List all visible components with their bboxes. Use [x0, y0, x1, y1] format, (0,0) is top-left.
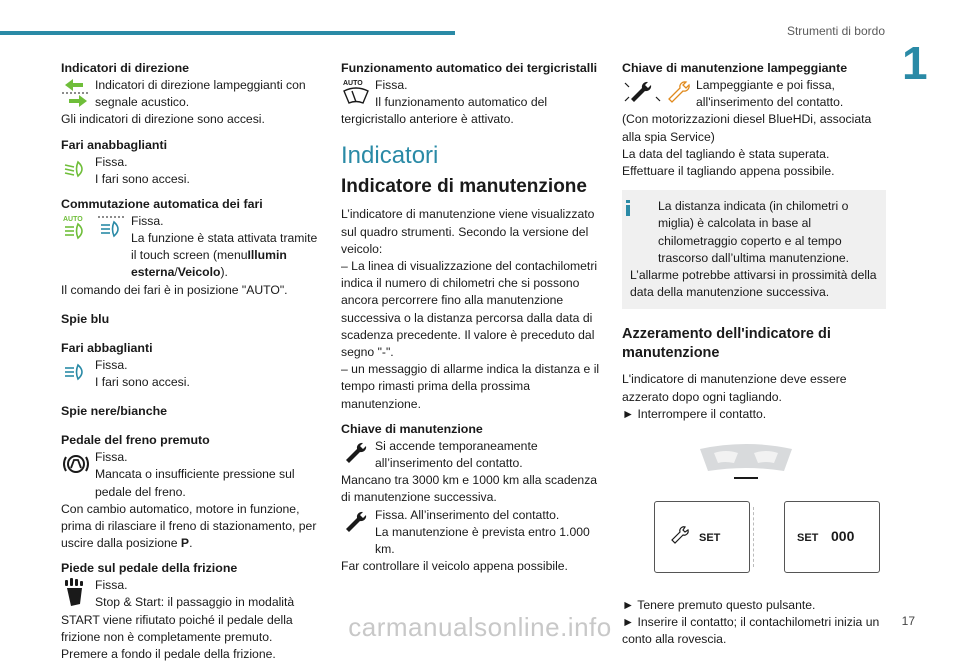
- wiper-entry: [341, 77, 603, 109]
- service-key-heading: Chiave di manutenzione: [341, 421, 483, 436]
- reset-step-2: ► Tenere premuto questo pulsante.: [622, 598, 816, 613]
- auto-wiper-icon: [341, 77, 371, 107]
- wrench-icon: [341, 438, 371, 468]
- low-beam-state: Fissa.: [95, 154, 128, 169]
- brake-warning-icon: [61, 449, 91, 479]
- column-2: [341, 60, 603, 575]
- service-key-state: Fissa. All’inserimento del contatto.: [375, 507, 560, 522]
- chapter-number: 1: [902, 37, 928, 89]
- page-number: 17: [901, 614, 915, 628]
- high-beam-entry: [61, 357, 323, 391]
- clutch-pedal-icon: [61, 577, 91, 607]
- high-beam-icon: [61, 357, 91, 387]
- odometer-counter: 000: [831, 528, 855, 545]
- blinking-key-entry: [622, 77, 886, 111]
- brake-note: Con cambio automatico, motore in funzione, prima di rilasciare il freno di stazionamento, per uscire dalla posizione P.: [61, 501, 317, 551]
- reset-heading: Azzeramento dell'indicatore di manutenzione: [622, 326, 831, 362]
- set-button-right[interactable]: [784, 501, 880, 573]
- wiper-heading: Funzionamento automatico dei tergicristalli: [341, 61, 598, 75]
- turn-signal-heading: Indicatori di direzione: [61, 61, 190, 75]
- clutch-state: Fissa.: [95, 578, 128, 593]
- low-beam-desc: I fari sono accesi.: [95, 171, 190, 186]
- blinking-key-overdue: La data del tagliando è stata superata.: [622, 146, 830, 161]
- service-key-entry-1: [341, 438, 603, 472]
- brake-entry: [61, 449, 323, 501]
- service-key-desc-1: Si accende temporaneamente all’inserimento del contatto.: [375, 438, 538, 471]
- clutch-entry: [61, 577, 323, 609]
- turn-signal-desc: Indicatori di direzione lampeggianti con segnale acustico.: [95, 78, 306, 110]
- service-key-range: Mancano tra 3000 km e 1000 km alla scadenza di manutenzione successiva.: [341, 473, 598, 505]
- brake-heading: Pedale del freno premuto: [61, 433, 210, 448]
- reset-step-1: ► Interrompere il contatto.: [622, 406, 767, 421]
- service-key-desc-2: La manutenzione è prevista entro 1.000 km.: [375, 524, 590, 557]
- info-box: [622, 190, 886, 309]
- auto-beam-state: Fissa.: [131, 214, 164, 229]
- watermark: carmanualsonline.info: [348, 612, 612, 642]
- low-beam-heading: Fari anabbaglianti: [61, 137, 168, 152]
- maintenance-item-2: – un messaggio di allarme indica la distanza e il tempo rimasti prima della prossima manutenzione.: [341, 362, 600, 411]
- blinking-key-action: Effettuare il tagliando appena possibile.: [622, 164, 835, 179]
- set-label-left: SET: [699, 532, 721, 545]
- dashboard-icon: [692, 441, 800, 481]
- auto-beam-entry: [61, 213, 323, 245]
- wiper-state: Fissa.: [375, 78, 408, 92]
- black-white-lights-heading: Spie nere/bianche: [61, 404, 168, 419]
- info-distance: La distanza indicata (in chilometri o miglia) è calcolata in base al chilometraggio coperto e al tempo trascorso dall’ultima manutenzione.: [658, 199, 850, 265]
- maintenance-item-1: – La linea di visualizzazione del contachilometri indica il numero di chilometri che si possono ancora percorrere fino alla manutenzione successiva o la distanza percorsa dalla data di scadenza precedente. Il valore è preceduto dal segno "-".: [341, 259, 598, 360]
- wrench-icon: [669, 524, 691, 546]
- brake-desc: Mancata o insufficiente pressione sul pedale del freno.: [95, 467, 295, 499]
- column-3: [622, 60, 886, 649]
- auto-beam-desc: La funzione è stata attivata tramite il touch screen (menuIllumin esterna/Veicolo).: [131, 231, 318, 280]
- reset-desc: L'indicatore di manutenzione deve essere azzerato dopo ogni tagliando.: [622, 372, 847, 404]
- turn-signal-icon: [61, 77, 91, 107]
- clutch-heading: Piede sul pedale della frizione: [61, 561, 238, 576]
- clutch-note: Premere a fondo il pedale della frizione.: [61, 647, 276, 662]
- info-alarm: L’allarme potrebbe attivarsi in prossimità della data della manutenzione successiva.: [630, 268, 877, 300]
- section-title: Strumenti di bordo: [786, 24, 885, 38]
- column-1: [61, 60, 323, 663]
- service-key-note: Far controllare il veicolo appena possibile.: [341, 559, 568, 574]
- reset-step-3: ► Inserire il contatto; il contachilometri inizia un conto alla rovescia.: [622, 615, 880, 647]
- auto-beam-note: Il comando dei fari è in posizione "AUTO".: [61, 282, 288, 297]
- blue-lights-heading: Spie blu: [61, 311, 110, 326]
- set-label-right: SET: [797, 532, 819, 545]
- set-button-left[interactable]: [654, 501, 750, 573]
- service-key-entry-2: [341, 507, 603, 559]
- low-beam-icon: [61, 154, 91, 184]
- blinking-key-desc: Lampeggiante e poi fissa, all'inserimento del contatto.: [696, 78, 844, 110]
- wrench-icon: [341, 507, 371, 537]
- instrument-cluster-illustration: [622, 437, 886, 617]
- svg-text:AUTO: AUTO: [343, 80, 363, 87]
- divider: [753, 507, 754, 567]
- turn-signal-status: Gli indicatori di direzione sono accesi.: [61, 112, 265, 127]
- brake-state: Fissa.: [95, 450, 128, 465]
- indicators-heading: Indicatori: [341, 142, 439, 170]
- svg-text:AUTO: AUTO: [63, 216, 83, 224]
- blinking-wrench-icon: [622, 77, 692, 107]
- blinking-key-diesel: (Con motorizzazioni diesel BlueHDi, associata alla spia Service): [622, 112, 872, 144]
- turn-signal-entry: [61, 77, 323, 111]
- wiper-desc: Il funzionamento automatico del tergicristallo anteriore è attivato.: [341, 95, 548, 127]
- maintenance-intro: L’indicatore di manutenzione viene visualizzato sul quadro strumenti. Secondo la versione del veicolo:: [341, 207, 595, 256]
- auto-beam-heading: Commutazione automatica dei fari: [61, 197, 263, 212]
- high-beam-heading: Fari abbaglianti: [61, 340, 153, 355]
- clutch-desc: Stop & Start: il passaggio in modalità START viene rifiutato poiché il pedale della frizione non è completamente premuto.: [61, 595, 295, 644]
- header-accent-bar: [0, 31, 455, 35]
- auto-beam-icon: [61, 213, 91, 243]
- low-beam-entry: [61, 154, 323, 188]
- high-beam-blue-icon: [97, 213, 127, 243]
- info-icon: [624, 200, 632, 216]
- maintenance-heading: Indicatore di manutenzione: [341, 176, 587, 198]
- high-beam-state: Fissa.: [95, 357, 128, 372]
- blinking-key-heading: Chiave di manutenzione lampeggiante: [622, 61, 848, 75]
- high-beam-desc: I fari sono accesi.: [95, 375, 190, 390]
